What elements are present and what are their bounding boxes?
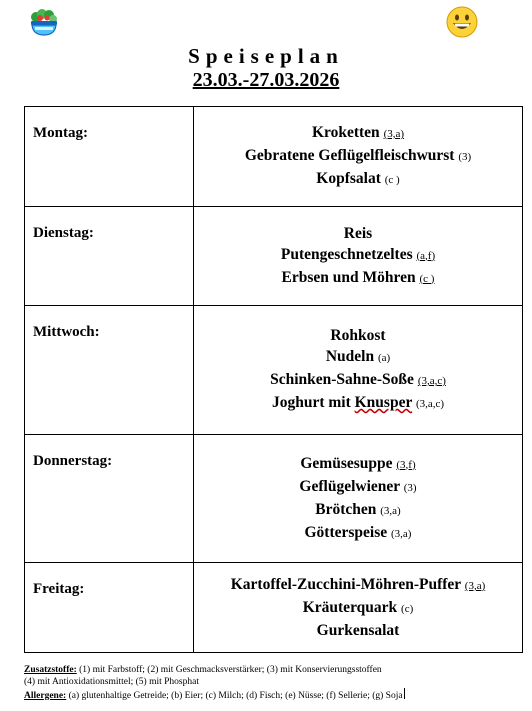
day-label-donnerstag: Donnerstag:	[25, 435, 194, 563]
day-label-mittwoch: Mittwoch:	[25, 306, 194, 435]
dish-name: Reis	[343, 224, 373, 242]
menu-item	[194, 499, 522, 522]
dish-name: Kräuterquark	[302, 599, 398, 616]
allergen-code: (3)	[403, 481, 417, 494]
allergen-code: (3,f)	[396, 458, 416, 471]
text-cursor	[404, 688, 405, 699]
table-row	[25, 435, 523, 563]
menu-item	[194, 267, 522, 290]
legend-footer	[24, 664, 524, 702]
allergen-code: (c)	[401, 603, 414, 615]
dish-name: Kroketten	[311, 124, 380, 141]
dish-name: Nudeln	[325, 348, 375, 365]
dish-name: Kartoffel-Zucchini-Möhren-Puffer	[230, 576, 461, 593]
table-row	[25, 107, 523, 207]
dish-name: Götterspeise	[304, 523, 388, 541]
menu-cell-freitag	[194, 563, 523, 653]
menu-item	[194, 346, 522, 369]
dish-name: Kopfsalat	[316, 170, 381, 187]
dish-name: Joghurt mit	[271, 394, 355, 411]
allergen-code: (a)	[377, 352, 391, 364]
dish-name: Rohkost	[330, 327, 386, 344]
day-label-dienstag: Dienstag:	[25, 207, 194, 306]
dish-name: Erbsen und Möhren	[281, 268, 416, 286]
salad-bowl-icon	[28, 6, 60, 38]
menu-item	[194, 122, 522, 145]
dish-name: Schinken-Sahne-Soße	[270, 371, 414, 388]
allergen-code: (3,a,c)	[415, 398, 445, 410]
menu-item	[194, 476, 522, 499]
additives-label: Zusatzstoffe:	[24, 665, 77, 675]
menu-table	[24, 106, 523, 653]
menu-item	[194, 522, 522, 545]
menu-item	[194, 244, 522, 267]
day-label-freitag: Freitag:	[25, 563, 194, 653]
allergen-code: (3,a)	[391, 527, 412, 540]
dish-name: Gebratene Geflügelfleischwurst	[244, 147, 455, 164]
menu-item	[194, 392, 522, 415]
allergen-code: (3,a)	[464, 580, 486, 592]
table-row	[25, 563, 523, 653]
table-row	[25, 306, 523, 435]
additives-text: (1) mit Farbstoff; (2) mit Geschmacksverstärker; (3) mit Konservierungsstoffen	[76, 665, 382, 675]
menu-item	[194, 453, 522, 476]
dish-name: Gemüsesuppe	[300, 454, 393, 472]
allergens-label: Allergene:	[24, 691, 67, 701]
menu-item	[194, 574, 522, 597]
menu-cell-donnerstag	[194, 435, 523, 563]
additives-line-2: (4) mit Antioxidationsmittel; (5) mit Phosphat	[24, 677, 199, 687]
additives-line	[24, 664, 524, 676]
menu-cell-montag	[194, 107, 523, 207]
allergen-code: (3,a)	[383, 128, 405, 140]
page-title: Speiseplan	[188, 44, 344, 68]
menu-item	[194, 597, 522, 620]
menu-item	[194, 145, 522, 168]
allergen-code: (3,a)	[380, 504, 401, 517]
day-label-montag: Montag:	[25, 107, 194, 207]
grinning-face-icon	[446, 6, 478, 38]
date-range: 23.03.-27.03.2026	[192, 69, 340, 91]
allergen-code: (a,f)	[416, 249, 436, 262]
dish-name: Putengeschnetzeltes	[280, 245, 413, 263]
menu-cell-dienstag	[194, 207, 523, 306]
dish-name: Brötchen	[315, 500, 377, 518]
dish-name: Geflügelwiener	[299, 477, 400, 495]
menu-item	[194, 620, 522, 641]
menu-item	[194, 223, 522, 244]
allergens-text: (a) glutenhaltige Getreide; (b) Eier; (c) Milch; (d) Fisch; (e) Nüsse; (f) Sellerie; (g) Soja	[66, 691, 403, 701]
allergen-code: (c )	[419, 272, 435, 285]
allergen-code: (3,a,c)	[417, 375, 446, 387]
allergens-line	[24, 688, 524, 702]
allergen-code: (c )	[384, 174, 400, 186]
allergen-code: (3)	[458, 151, 472, 163]
menu-item	[194, 325, 522, 346]
dish-name: Gurkensalat	[316, 622, 400, 639]
menu-item	[194, 168, 522, 191]
table-row	[25, 207, 523, 306]
dish-name-spellcheck: Knusper	[354, 394, 413, 411]
menu-cell-mittwoch	[194, 306, 523, 435]
menu-item	[194, 369, 522, 392]
